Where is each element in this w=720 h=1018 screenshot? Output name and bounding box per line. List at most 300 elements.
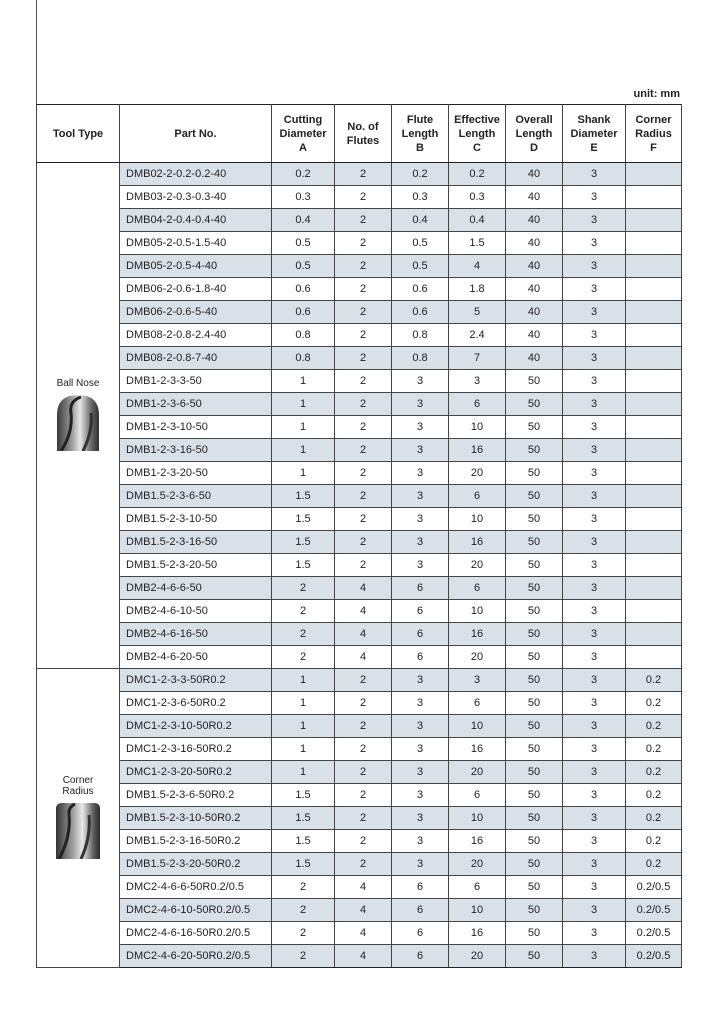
part-no-cell: DMC1-2-3-3-50R0.2 <box>120 669 272 692</box>
part-no-cell: DMB04-2-0.4-0.4-40 <box>120 209 272 232</box>
table-row <box>37 462 682 485</box>
overall-length-cell: 50 <box>506 876 563 899</box>
shank-diameter-cell: 3 <box>563 255 626 278</box>
overall-length-cell: 50 <box>506 370 563 393</box>
overall-length-cell: 50 <box>506 508 563 531</box>
corner-radius-cell: 0.2 <box>626 807 682 830</box>
no-flutes-cell: 2 <box>335 439 392 462</box>
no-flutes-cell: 2 <box>335 784 392 807</box>
no-flutes-cell: 2 <box>335 807 392 830</box>
effective-length-cell: 1.8 <box>449 278 506 301</box>
shank-diameter-cell: 3 <box>563 347 626 370</box>
no-flutes-cell: 2 <box>335 761 392 784</box>
overall-length-cell: 50 <box>506 462 563 485</box>
cutting-diameter-cell: 0.6 <box>272 301 335 324</box>
flute-length-cell: 3 <box>392 508 449 531</box>
overall-length-cell: 50 <box>506 692 563 715</box>
effective-length-cell: 3 <box>449 669 506 692</box>
part-no-cell: DMC2-4-6-20-50R0.2/0.5 <box>120 945 272 968</box>
part-no-cell: DMB06-2-0.6-5-40 <box>120 301 272 324</box>
shank-diameter-cell: 3 <box>563 209 626 232</box>
no-flutes-cell: 2 <box>335 416 392 439</box>
table-row <box>37 163 682 186</box>
cutting-diameter-cell: 2 <box>272 876 335 899</box>
corner-radius-cell <box>626 623 682 646</box>
no-flutes-cell: 2 <box>335 738 392 761</box>
table-row <box>37 255 682 278</box>
flute-length-cell: 0.6 <box>392 301 449 324</box>
table-row <box>37 577 682 600</box>
effective-length-cell: 16 <box>449 830 506 853</box>
table-row <box>37 623 682 646</box>
flute-length-cell: 3 <box>392 692 449 715</box>
no-flutes-cell: 2 <box>335 278 392 301</box>
flute-length-cell: 6 <box>392 623 449 646</box>
shank-diameter-cell: 3 <box>563 508 626 531</box>
cutting-diameter-cell: 1 <box>272 692 335 715</box>
table-row <box>37 554 682 577</box>
shank-diameter-cell: 3 <box>563 692 626 715</box>
no-flutes-cell: 2 <box>335 554 392 577</box>
overall-length-cell: 50 <box>506 416 563 439</box>
table-row <box>37 301 682 324</box>
flute-length-cell: 6 <box>392 646 449 669</box>
effective-length-cell: 20 <box>449 761 506 784</box>
corner-radius-cell <box>626 485 682 508</box>
cutting-diameter-cell: 0.8 <box>272 324 335 347</box>
flute-length-cell: 6 <box>392 577 449 600</box>
part-no-cell: DMC1-2-3-16-50R0.2 <box>120 738 272 761</box>
table-row <box>37 784 682 807</box>
cutting-diameter-cell: 1 <box>272 669 335 692</box>
corner-radius-cell: 0.2 <box>626 761 682 784</box>
effective-length-cell: 2.4 <box>449 324 506 347</box>
flute-length-cell: 3 <box>392 715 449 738</box>
table-row <box>37 692 682 715</box>
header-corner-radius: Corner Radius F <box>626 105 682 163</box>
effective-length-cell: 20 <box>449 646 506 669</box>
header-cutting-diameter: Cutting Diameter A <box>272 105 335 163</box>
effective-length-cell: 20 <box>449 554 506 577</box>
part-no-cell: DMB1-2-3-3-50 <box>120 370 272 393</box>
corner-radius-cell <box>626 232 682 255</box>
table-row <box>37 278 682 301</box>
endmill-spec-table <box>36 104 682 968</box>
part-no-cell: DMB1-2-3-20-50 <box>120 462 272 485</box>
flute-length-cell: 3 <box>392 807 449 830</box>
no-flutes-cell: 2 <box>335 462 392 485</box>
table-row <box>37 416 682 439</box>
flute-length-cell: 0.3 <box>392 186 449 209</box>
overall-length-cell: 50 <box>506 646 563 669</box>
no-flutes-cell: 2 <box>335 186 392 209</box>
table-row <box>37 393 682 416</box>
corner-radius-cell <box>626 416 682 439</box>
effective-length-cell: 10 <box>449 899 506 922</box>
part-no-cell: DMC1-2-3-20-50R0.2 <box>120 761 272 784</box>
corner-radius-cell <box>626 209 682 232</box>
part-no-cell: DMB08-2-0.8-7-40 <box>120 347 272 370</box>
part-no-cell: DMB2-4-6-10-50 <box>120 600 272 623</box>
table-row <box>37 830 682 853</box>
cutting-diameter-cell: 0.5 <box>272 232 335 255</box>
table-row <box>37 945 682 968</box>
cutting-diameter-cell: 2 <box>272 600 335 623</box>
tool-type-cell <box>37 669 120 968</box>
overall-length-cell: 40 <box>506 255 563 278</box>
flute-length-cell: 0.4 <box>392 209 449 232</box>
effective-length-cell: 6 <box>449 485 506 508</box>
overall-length-cell: 50 <box>506 600 563 623</box>
overall-length-cell: 40 <box>506 324 563 347</box>
corner-radius-cell: 0.2 <box>626 738 682 761</box>
cutting-diameter-cell: 2 <box>272 646 335 669</box>
effective-length-cell: 10 <box>449 416 506 439</box>
table-row <box>37 186 682 209</box>
overall-length-cell: 50 <box>506 531 563 554</box>
table-row <box>37 508 682 531</box>
corner-radius-cell: 0.2 <box>626 715 682 738</box>
effective-length-cell: 6 <box>449 577 506 600</box>
shank-diameter-cell: 3 <box>563 945 626 968</box>
cutting-diameter-cell: 1.5 <box>272 554 335 577</box>
flute-length-cell: 3 <box>392 853 449 876</box>
shank-diameter-cell: 3 <box>563 830 626 853</box>
flute-length-cell: 3 <box>392 370 449 393</box>
no-flutes-cell: 4 <box>335 623 392 646</box>
no-flutes-cell: 2 <box>335 830 392 853</box>
table-row <box>37 485 682 508</box>
no-flutes-cell: 2 <box>335 393 392 416</box>
effective-length-cell: 16 <box>449 922 506 945</box>
header-tool-type: Tool Type <box>37 105 120 163</box>
cutting-diameter-cell: 1.5 <box>272 531 335 554</box>
flute-length-cell: 6 <box>392 899 449 922</box>
no-flutes-cell: 4 <box>335 577 392 600</box>
flute-length-cell: 6 <box>392 600 449 623</box>
cutting-diameter-cell: 1 <box>272 370 335 393</box>
part-no-cell: DMB05-2-0.5-4-40 <box>120 255 272 278</box>
corner-radius-cell <box>626 577 682 600</box>
flute-length-cell: 3 <box>392 416 449 439</box>
part-no-cell: DMB1-2-3-16-50 <box>120 439 272 462</box>
no-flutes-cell: 2 <box>335 370 392 393</box>
overall-length-cell: 50 <box>506 922 563 945</box>
shank-diameter-cell: 3 <box>563 876 626 899</box>
table-row <box>37 531 682 554</box>
cutting-diameter-cell: 1.5 <box>272 830 335 853</box>
table-row <box>37 324 682 347</box>
no-flutes-cell: 4 <box>335 899 392 922</box>
no-flutes-cell: 4 <box>335 922 392 945</box>
effective-length-cell: 6 <box>449 692 506 715</box>
flute-length-cell: 3 <box>392 761 449 784</box>
shank-diameter-cell: 3 <box>563 738 626 761</box>
no-flutes-cell: 4 <box>335 646 392 669</box>
table-row <box>37 347 682 370</box>
flute-length-cell: 0.2 <box>392 163 449 186</box>
corner-radius-cell <box>626 186 682 209</box>
shank-diameter-cell: 3 <box>563 531 626 554</box>
overall-length-cell: 50 <box>506 669 563 692</box>
cutting-diameter-cell: 2 <box>272 945 335 968</box>
no-flutes-cell: 2 <box>335 347 392 370</box>
cutting-diameter-cell: 2 <box>272 577 335 600</box>
corner-radius-cell: 0.2 <box>626 669 682 692</box>
no-flutes-cell: 2 <box>335 485 392 508</box>
flute-length-cell: 3 <box>392 531 449 554</box>
part-no-cell: DMB03-2-0.3-0.3-40 <box>120 186 272 209</box>
shank-diameter-cell: 3 <box>563 784 626 807</box>
shank-diameter-cell: 3 <box>563 853 626 876</box>
cutting-diameter-cell: 1 <box>272 738 335 761</box>
part-no-cell: DMB1-2-3-6-50 <box>120 393 272 416</box>
effective-length-cell: 6 <box>449 876 506 899</box>
shank-diameter-cell: 3 <box>563 485 626 508</box>
effective-length-cell: 10 <box>449 715 506 738</box>
header-part-no: Part No. <box>120 105 272 163</box>
overall-length-cell: 50 <box>506 807 563 830</box>
table-row <box>37 876 682 899</box>
flute-length-cell: 0.8 <box>392 347 449 370</box>
header-flute-length: Flute Length B <box>392 105 449 163</box>
effective-length-cell: 3 <box>449 370 506 393</box>
corner-radius-cell: 0.2/0.5 <box>626 899 682 922</box>
no-flutes-cell: 2 <box>335 669 392 692</box>
part-no-cell: DMB1.5-2-3-6-50 <box>120 485 272 508</box>
corner-radius-cell <box>626 324 682 347</box>
cutting-diameter-cell: 0.3 <box>272 186 335 209</box>
flute-length-cell: 0.5 <box>392 232 449 255</box>
cutting-diameter-cell: 0.4 <box>272 209 335 232</box>
table-row <box>37 807 682 830</box>
corner-radius-cell <box>626 393 682 416</box>
part-no-cell: DMB1.5-2-3-20-50R0.2 <box>120 853 272 876</box>
flute-length-cell: 3 <box>392 784 449 807</box>
overall-length-cell: 50 <box>506 715 563 738</box>
no-flutes-cell: 4 <box>335 945 392 968</box>
table-row <box>37 646 682 669</box>
shank-diameter-cell: 3 <box>563 623 626 646</box>
table-row <box>37 439 682 462</box>
no-flutes-cell: 2 <box>335 255 392 278</box>
effective-length-cell: 5 <box>449 301 506 324</box>
table-row <box>37 232 682 255</box>
effective-length-cell: 6 <box>449 784 506 807</box>
overall-length-cell: 40 <box>506 163 563 186</box>
no-flutes-cell: 2 <box>335 508 392 531</box>
ball-nose-endmill-icon <box>53 393 103 454</box>
table-row <box>37 209 682 232</box>
overall-length-cell: 40 <box>506 186 563 209</box>
effective-length-cell: 20 <box>449 945 506 968</box>
cutting-diameter-cell: 0.2 <box>272 163 335 186</box>
overall-length-cell: 50 <box>506 899 563 922</box>
overall-length-cell: 50 <box>506 830 563 853</box>
table-row <box>37 370 682 393</box>
no-flutes-cell: 2 <box>335 324 392 347</box>
overall-length-cell: 50 <box>506 853 563 876</box>
effective-length-cell: 0.3 <box>449 186 506 209</box>
corner-radius-cell <box>626 531 682 554</box>
overall-length-cell: 50 <box>506 738 563 761</box>
part-no-cell: DMC2-4-6-6-50R0.2/0.5 <box>120 876 272 899</box>
corner-radius-cell <box>626 600 682 623</box>
part-no-cell: DMB1.5-2-3-10-50R0.2 <box>120 807 272 830</box>
overall-length-cell: 50 <box>506 761 563 784</box>
shank-diameter-cell: 3 <box>563 416 626 439</box>
shank-diameter-cell: 3 <box>563 761 626 784</box>
overall-length-cell: 40 <box>506 232 563 255</box>
flute-length-cell: 3 <box>392 485 449 508</box>
effective-length-cell: 16 <box>449 531 506 554</box>
corner-radius-cell: 0.2/0.5 <box>626 945 682 968</box>
overall-length-cell: 50 <box>506 485 563 508</box>
page-left-rule <box>36 0 37 105</box>
effective-length-cell: 6 <box>449 393 506 416</box>
part-no-cell: DMC1-2-3-6-50R0.2 <box>120 692 272 715</box>
corner-radius-cell <box>626 646 682 669</box>
flute-length-cell: 3 <box>392 830 449 853</box>
cutting-diameter-cell: 1 <box>272 416 335 439</box>
flute-length-cell: 3 <box>392 393 449 416</box>
shank-diameter-cell: 3 <box>563 807 626 830</box>
no-flutes-cell: 4 <box>335 600 392 623</box>
header-effective-length: Effective Length C <box>449 105 506 163</box>
corner-radius-cell <box>626 347 682 370</box>
shank-diameter-cell: 3 <box>563 301 626 324</box>
part-no-cell: DMC2-4-6-16-50R0.2/0.5 <box>120 922 272 945</box>
cutting-diameter-cell: 1.5 <box>272 853 335 876</box>
corner-radius-cell <box>626 462 682 485</box>
corner-radius-cell: 0.2 <box>626 830 682 853</box>
overall-length-cell: 50 <box>506 784 563 807</box>
cutting-diameter-cell: 0.6 <box>272 278 335 301</box>
corner-radius-cell <box>626 301 682 324</box>
shank-diameter-cell: 3 <box>563 370 626 393</box>
cutting-diameter-cell: 0.5 <box>272 255 335 278</box>
no-flutes-cell: 2 <box>335 715 392 738</box>
corner-radius-cell: 0.2/0.5 <box>626 876 682 899</box>
part-no-cell: DMB1.5-2-3-16-50R0.2 <box>120 830 272 853</box>
overall-length-cell: 50 <box>506 554 563 577</box>
corner-radius-cell <box>626 508 682 531</box>
table-header-row <box>37 105 682 163</box>
part-no-cell: DMB1.5-2-3-16-50 <box>120 531 272 554</box>
tool-type-label: Ball Nose <box>56 377 100 389</box>
flute-length-cell: 0.6 <box>392 278 449 301</box>
part-no-cell: DMB1.5-2-3-10-50 <box>120 508 272 531</box>
header-overall-length: Overall Length D <box>506 105 563 163</box>
overall-length-cell: 40 <box>506 347 563 370</box>
corner-radius-cell: 0.2 <box>626 853 682 876</box>
corner-radius-cell <box>626 278 682 301</box>
shank-diameter-cell: 3 <box>563 278 626 301</box>
no-flutes-cell: 2 <box>335 692 392 715</box>
flute-length-cell: 6 <box>392 945 449 968</box>
corner-radius-cell <box>626 370 682 393</box>
effective-length-cell: 16 <box>449 623 506 646</box>
flute-length-cell: 3 <box>392 669 449 692</box>
flute-length-cell: 3 <box>392 554 449 577</box>
effective-length-cell: 20 <box>449 462 506 485</box>
shank-diameter-cell: 3 <box>563 324 626 347</box>
cutting-diameter-cell: 1.5 <box>272 508 335 531</box>
part-no-cell: DMB05-2-0.5-1.5-40 <box>120 232 272 255</box>
effective-length-cell: 0.4 <box>449 209 506 232</box>
table-row <box>37 600 682 623</box>
shank-diameter-cell: 3 <box>563 462 626 485</box>
table-row <box>37 738 682 761</box>
effective-length-cell: 0.2 <box>449 163 506 186</box>
cutting-diameter-cell: 1 <box>272 761 335 784</box>
part-no-cell: DMB1-2-3-10-50 <box>120 416 272 439</box>
part-no-cell: DMB2-4-6-16-50 <box>120 623 272 646</box>
overall-length-cell: 50 <box>506 577 563 600</box>
overall-length-cell: 50 <box>506 623 563 646</box>
table-row <box>37 715 682 738</box>
no-flutes-cell: 2 <box>335 301 392 324</box>
header-shank-diameter: Shank Diameter E <box>563 105 626 163</box>
flute-length-cell: 3 <box>392 439 449 462</box>
overall-length-cell: 50 <box>506 393 563 416</box>
part-no-cell: DMB1.5-2-3-20-50 <box>120 554 272 577</box>
part-no-cell: DMC2-4-6-10-50R0.2/0.5 <box>120 899 272 922</box>
shank-diameter-cell: 3 <box>563 577 626 600</box>
no-flutes-cell: 2 <box>335 209 392 232</box>
shank-diameter-cell: 3 <box>563 393 626 416</box>
table-row <box>37 899 682 922</box>
effective-length-cell: 4 <box>449 255 506 278</box>
flute-length-cell: 0.8 <box>392 324 449 347</box>
effective-length-cell: 10 <box>449 600 506 623</box>
shank-diameter-cell: 3 <box>563 899 626 922</box>
shank-diameter-cell: 3 <box>563 232 626 255</box>
shank-diameter-cell: 3 <box>563 646 626 669</box>
effective-length-cell: 1.5 <box>449 232 506 255</box>
no-flutes-cell: 4 <box>335 876 392 899</box>
corner-radius-cell: 0.2 <box>626 692 682 715</box>
no-flutes-cell: 2 <box>335 163 392 186</box>
effective-length-cell: 7 <box>449 347 506 370</box>
cutting-diameter-cell: 2 <box>272 922 335 945</box>
shank-diameter-cell: 3 <box>563 669 626 692</box>
overall-length-cell: 40 <box>506 209 563 232</box>
corner-radius-cell <box>626 554 682 577</box>
part-no-cell: DMB2-4-6-20-50 <box>120 646 272 669</box>
overall-length-cell: 50 <box>506 945 563 968</box>
overall-length-cell: 50 <box>506 439 563 462</box>
cutting-diameter-cell: 2 <box>272 623 335 646</box>
table-row <box>37 761 682 784</box>
shank-diameter-cell: 3 <box>563 600 626 623</box>
corner-radius-cell <box>626 255 682 278</box>
corner-radius-endmill-icon <box>53 801 103 862</box>
flute-length-cell: 3 <box>392 462 449 485</box>
corner-radius-cell <box>626 439 682 462</box>
flute-length-cell: 6 <box>392 876 449 899</box>
effective-length-cell: 20 <box>449 853 506 876</box>
table-row <box>37 853 682 876</box>
unit-label: unit: mm <box>633 88 680 100</box>
corner-radius-cell <box>626 163 682 186</box>
part-no-cell: DMB1.5-2-3-6-50R0.2 <box>120 784 272 807</box>
shank-diameter-cell: 3 <box>563 554 626 577</box>
flute-length-cell: 0.5 <box>392 255 449 278</box>
flute-length-cell: 3 <box>392 738 449 761</box>
tool-type-cell <box>37 163 120 669</box>
table-body <box>37 163 682 968</box>
